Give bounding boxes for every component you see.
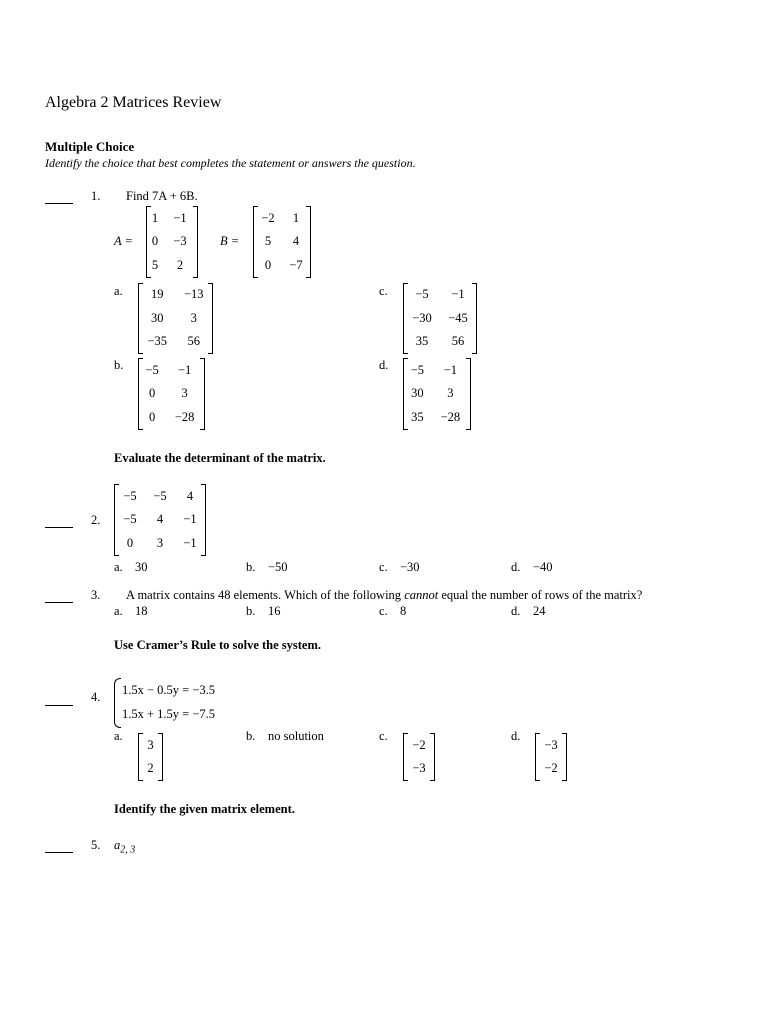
matrix-row (147, 207, 197, 231)
matrix-cell: −5 (145, 362, 159, 377)
prompt-3-pre: A matrix contains 48 elements. Which of the following (126, 588, 405, 602)
matrix-row (404, 757, 434, 781)
matrix-bracket-corner (139, 429, 143, 430)
matrix-cell: −1 (451, 287, 465, 302)
matrix-bracket-corner (254, 206, 258, 207)
matrix-bracket-corner (430, 780, 434, 781)
matrix-bracket-corner (466, 358, 470, 359)
page-title: Algebra 2 Matrices Review (45, 94, 222, 111)
matrix-grid (404, 734, 434, 781)
choice-3a-letter: a. (114, 604, 123, 618)
choice-3b-letter: b. (246, 604, 256, 618)
question-number-3: 3. (91, 588, 101, 602)
choice-2c-text[interactable]: −30 (400, 560, 420, 574)
matrix-row (115, 532, 205, 556)
matrix-row (139, 307, 212, 331)
matrix-cell: 3 (447, 386, 454, 401)
matrix-grid (147, 207, 197, 278)
matrix-bracket-corner (404, 429, 408, 430)
matrix-cell: −5 (415, 287, 429, 302)
choice-4d-letter: d. (511, 729, 521, 743)
matrix-row (254, 207, 310, 231)
matrix-bracket-corner (306, 206, 310, 207)
matrix-cell: −3 (173, 234, 187, 249)
matrix-cell: −3 (544, 737, 558, 752)
answer-blank-1[interactable] (45, 203, 73, 204)
matrix-cell: −28 (174, 409, 195, 424)
matrix-row (147, 230, 197, 254)
question-prompt-1: Find 7A + 6B. (126, 189, 198, 203)
matrix-cell: −35 (147, 334, 168, 349)
matrix-grid (115, 485, 205, 556)
choice-2d-text[interactable]: −40 (533, 560, 553, 574)
choice-4b-text[interactable]: no solution (268, 729, 324, 743)
matrix-cell: 0 (149, 409, 156, 424)
matrix-bracket-corner (208, 353, 212, 354)
matrix-bracket-corner (115, 555, 119, 556)
determinant-matrix (114, 484, 206, 556)
matrix-row (115, 508, 205, 532)
matrix-cell: 3 (181, 386, 188, 401)
matrix-grid (254, 207, 310, 278)
choice-3c-text[interactable]: 8 (400, 604, 407, 618)
matrix-row (139, 283, 212, 307)
matrix-bracket-corner (404, 358, 408, 359)
choice-2b-letter: b. (246, 560, 256, 574)
matrix-bracket-corner (472, 353, 476, 354)
matrix-bracket-corner (404, 733, 408, 734)
matrix-cell: −2 (412, 737, 426, 752)
matrix-bracket-corner (404, 283, 408, 284)
question-number-1: 1. (91, 189, 101, 203)
matrix-cell: 0 (264, 257, 272, 272)
matrix-row (404, 734, 434, 758)
choice-1c-letter: c. (379, 284, 388, 298)
choice-2d-letter: d. (511, 560, 521, 574)
matrix-cell: −13 (183, 287, 204, 302)
matrix-cell: −5 (123, 488, 137, 503)
prompt-3-post: equal the number of rows of the matrix? (438, 588, 643, 602)
matrix-grid (536, 734, 566, 781)
matrix-row (404, 283, 476, 307)
equation-1: 1.5x − 0.5y = −3.5 (122, 683, 216, 697)
prompt-3-emphasis: cannot (404, 588, 439, 602)
matrix-bracket-corner (139, 353, 143, 354)
choice-2b-text[interactable]: −50 (268, 560, 288, 574)
matrix-cell: 4 (292, 234, 300, 249)
choice-1a-letter: a. (114, 284, 123, 298)
question-prompt-3 (126, 588, 642, 603)
matrix-row (139, 406, 204, 430)
matrix-bracket-corner (201, 484, 205, 485)
choice-4a-letter: a. (114, 729, 123, 743)
question-number-5: 5. (91, 838, 101, 852)
matrix-bracket-corner (139, 358, 143, 359)
matrix-bracket-corner (466, 429, 470, 430)
matrix-cell: 0 (151, 234, 159, 249)
matrix-bracket-corner (147, 206, 151, 207)
matrix-cell: −5 (123, 512, 137, 527)
matrix-row (404, 382, 470, 406)
answer-blank-5[interactable] (45, 852, 73, 853)
matrix-cell: 19 (151, 287, 164, 302)
matrix-bracket-corner (254, 277, 258, 278)
matrix-row (404, 359, 470, 383)
matrix-bracket-corner (208, 283, 212, 284)
matrix-row (404, 330, 476, 354)
matrix-row (139, 359, 204, 383)
choice-1d-matrix[interactable] (403, 358, 471, 430)
instruction-determinant: Evaluate the determinant of the matrix. (114, 451, 326, 465)
element-base: a (114, 838, 121, 852)
matrix-row (254, 254, 310, 278)
matrix-b (253, 206, 311, 278)
matrix-cell: −1 (178, 362, 192, 377)
matrix-bracket-corner (158, 780, 162, 781)
matrix-cell: 3 (156, 535, 164, 550)
matrix-grid (404, 283, 476, 354)
matrix-cell: −1 (173, 210, 187, 225)
matrix-bracket-corner (139, 780, 143, 781)
matrix-row (139, 757, 162, 781)
matrix-cell: 56 (187, 334, 200, 349)
matrix-cell: −1 (183, 535, 197, 550)
choice-2a-text[interactable]: 30 (135, 560, 148, 574)
matrix-bracket-corner (200, 358, 204, 359)
choice-3b-text[interactable]: 16 (268, 604, 281, 618)
instruction-element: Identify the given matrix element. (114, 802, 295, 816)
instruction-cramer: Use Cramer’s Rule to solve the system. (114, 638, 322, 652)
matrix-cell: −45 (448, 310, 468, 325)
question-number-2: 2. (91, 513, 101, 527)
matrix-cell: −3 (412, 761, 426, 775)
choice-4d-matrix[interactable] (535, 733, 567, 781)
matrix-cell: −30 (412, 310, 432, 325)
matrix-bracket-corner (536, 733, 540, 734)
choice-1b-matrix[interactable] (138, 358, 205, 430)
matrix-element (114, 838, 135, 856)
matrix-cell: −28 (440, 409, 461, 424)
matrix-bracket-corner (139, 733, 143, 734)
answer-blank-2[interactable] (45, 527, 73, 528)
matrix-bracket-corner (139, 283, 143, 284)
choice-3d-letter: d. (511, 604, 521, 618)
matrix-a-label: A = (114, 234, 133, 248)
matrix-a (146, 206, 198, 278)
matrix-bracket-corner (193, 277, 197, 278)
matrix-cell: 5 (151, 257, 159, 272)
matrix-cell: −1 (443, 362, 458, 377)
matrix-cell: 2 (176, 257, 184, 272)
matrix-row (254, 230, 310, 254)
matrix-bracket-corner (158, 733, 162, 734)
matrix-cell: 1 (292, 210, 300, 225)
matrix-cell: −1 (183, 512, 197, 527)
choice-2a-letter: a. (114, 560, 123, 574)
answer-blank-4[interactable] (45, 705, 73, 706)
matrix-row (139, 382, 204, 406)
matrix-cell: −5 (153, 488, 167, 503)
choice-4c-matrix[interactable] (403, 733, 435, 781)
matrix-bracket-corner (430, 733, 434, 734)
answer-blank-3[interactable] (45, 602, 73, 603)
matrix-bracket-corner (193, 206, 197, 207)
element-subscript: 2, 3 (120, 844, 136, 856)
matrix-cell: 3 (147, 737, 154, 752)
matrix-bracket-corner (536, 780, 540, 781)
matrix-row (115, 485, 205, 509)
matrix-bracket-corner (562, 733, 566, 734)
matrix-cell: 3 (190, 310, 197, 325)
matrix-cell: 4 (156, 512, 164, 527)
matrix-bracket-corner (200, 429, 204, 430)
matrix-bracket-corner (201, 555, 205, 556)
matrix-cell: 5 (264, 234, 272, 249)
matrix-cell: 30 (411, 386, 424, 401)
matrix-bracket-corner (472, 283, 476, 284)
matrix-bracket-corner (404, 353, 408, 354)
matrix-row (536, 757, 566, 781)
matrix-cell: 0 (149, 386, 156, 401)
matrix-cell: 35 (415, 334, 429, 349)
choice-2c-letter: c. (379, 560, 388, 574)
matrix-row (139, 734, 162, 758)
matrix-bracket-corner (306, 277, 310, 278)
matrix-bracket-corner (562, 780, 566, 781)
matrix-grid (139, 734, 162, 781)
choice-4c-letter: c. (379, 729, 388, 743)
matrix-cell: 2 (147, 761, 154, 775)
matrix-bracket-corner (115, 484, 119, 485)
matrix-row (404, 406, 470, 430)
matrix-cell: 56 (451, 334, 465, 349)
choice-1b-letter: b. (114, 358, 124, 372)
choice-1c-matrix[interactable] (403, 283, 477, 354)
system-brace (114, 678, 121, 728)
matrix-cell: 35 (411, 409, 424, 424)
matrix-row (139, 330, 212, 354)
matrix-grid (139, 359, 204, 430)
choice-4a-matrix[interactable] (138, 733, 163, 781)
matrix-grid (404, 359, 470, 430)
matrix-grid (139, 283, 212, 354)
matrix-row (147, 254, 197, 278)
choice-4b-letter: b. (246, 729, 256, 743)
matrix-cell: −2 (544, 761, 558, 775)
matrix-bracket-corner (404, 780, 408, 781)
choice-3c-letter: c. (379, 604, 388, 618)
section-title: Multiple Choice (45, 139, 135, 154)
matrix-b-label: B = (220, 234, 240, 248)
section-instructions: Identify the choice that best completes the statement or answers the question. (45, 156, 416, 170)
matrix-row (404, 307, 476, 331)
matrix-cell: −5 (410, 362, 425, 377)
choice-1a-matrix[interactable] (138, 283, 213, 354)
matrix-cell: 30 (151, 310, 164, 325)
question-number-4: 4. (91, 690, 101, 704)
choice-3a-text[interactable]: 18 (135, 604, 148, 618)
matrix-cell: 4 (186, 488, 194, 503)
choice-3d-text[interactable]: 24 (533, 604, 546, 618)
matrix-cell: 0 (126, 535, 134, 550)
matrix-bracket-corner (147, 277, 151, 278)
matrix-row (536, 734, 566, 758)
equation-2: 1.5x + 1.5y = −7.5 (122, 707, 216, 721)
matrix-cell: −2 (261, 210, 275, 225)
matrix-cell: −7 (289, 257, 303, 272)
matrix-cell: 1 (151, 210, 159, 225)
choice-1d-letter: d. (379, 358, 389, 372)
